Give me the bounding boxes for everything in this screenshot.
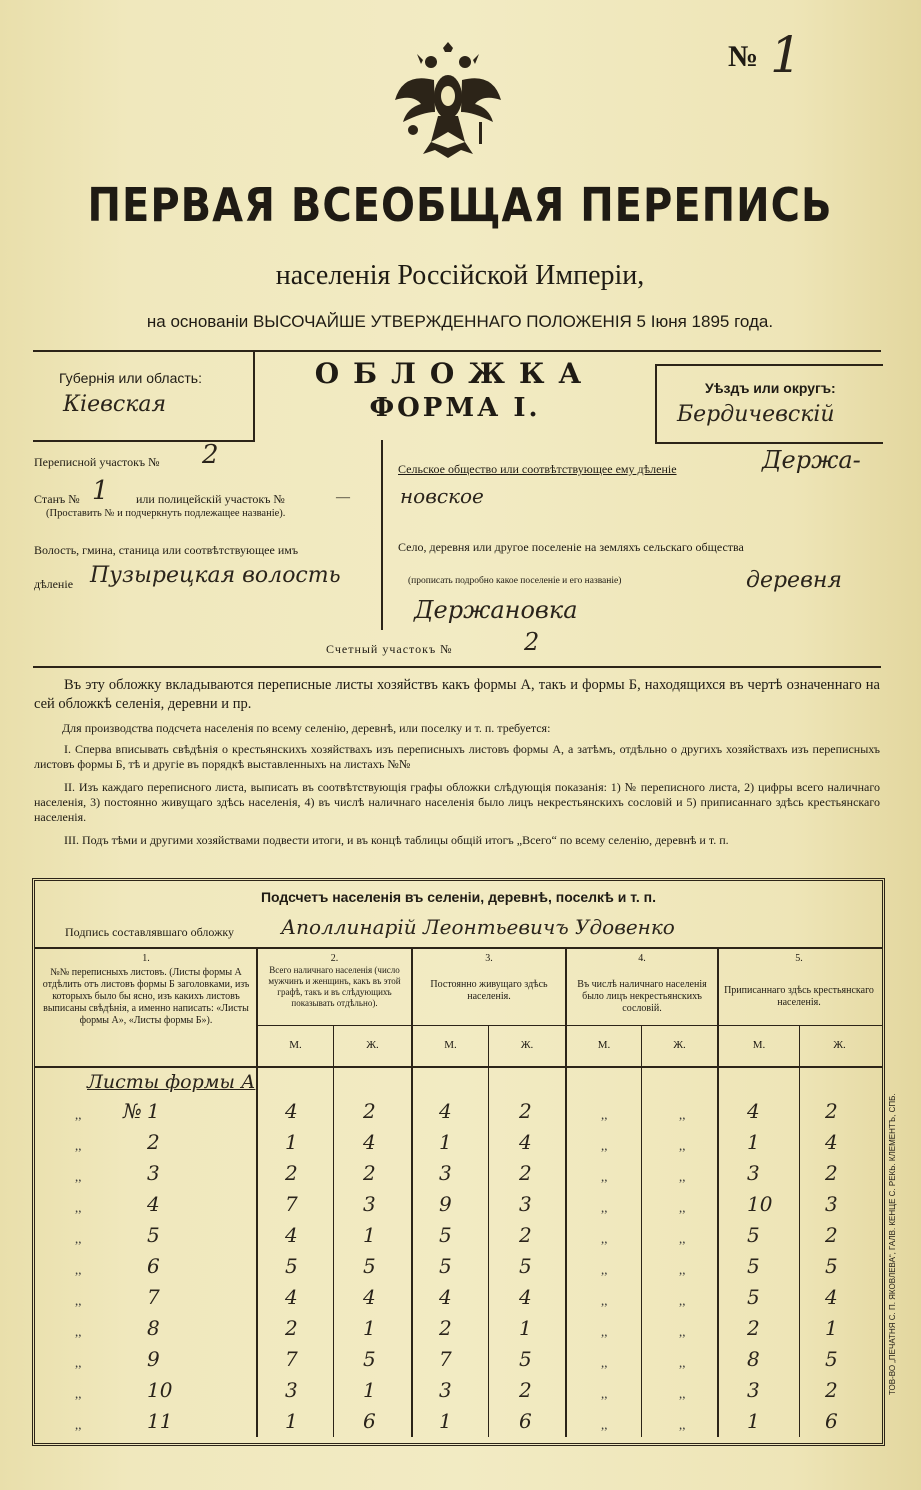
col-line-3 <box>565 947 567 1437</box>
section-label: Листы формы А <box>87 1071 256 1093</box>
col-line-3b <box>488 1025 489 1437</box>
table-header-bottom <box>35 1066 882 1068</box>
cell-c3m: 2 <box>439 1316 452 1340</box>
cell-c3m: 9 <box>439 1192 452 1216</box>
cell-c2f: 6 <box>363 1409 376 1433</box>
cell-c3f: 5 <box>519 1347 532 1371</box>
cell-c4m-ditto: ,, <box>601 1355 608 1370</box>
cell-c4f-ditto: ,, <box>679 1107 686 1122</box>
table-title: Подсчетъ населенія въ селеніи, деревнѣ, поселкѣ и т. п. <box>260 889 657 905</box>
cell-c4f-ditto: ,, <box>679 1231 686 1246</box>
col-line-2 <box>411 947 413 1437</box>
row-number: 8 <box>147 1316 160 1340</box>
col-4-num: 4. <box>638 953 646 964</box>
guberniya-label: Губернія или область: <box>59 370 202 386</box>
col-5-zh: Ж. <box>833 1039 846 1051</box>
row-ditto: ,, <box>75 1355 82 1370</box>
cover-form: ФОРМА І. <box>369 393 541 423</box>
cell-c2m: 1 <box>285 1130 298 1154</box>
divider-middle <box>381 440 383 630</box>
row-ditto: ,, <box>75 1138 82 1153</box>
cell-c5m: 1 <box>747 1409 760 1433</box>
cell-c3f: 2 <box>519 1161 532 1185</box>
cell-c5f: 2 <box>825 1378 838 1402</box>
cell-c5f: 2 <box>825 1099 838 1123</box>
volost-label-2: дѣленіе <box>34 577 74 591</box>
signature-value: Аполлинарій Леонтьевичъ Удовенко <box>281 915 675 939</box>
cell-c2m: 1 <box>285 1409 298 1433</box>
cell-c5f: 2 <box>825 1223 838 1247</box>
population-table <box>32 878 885 1446</box>
cell-c5m: 3 <box>747 1161 760 1185</box>
instructions-p0: Для производства подсчета населенія по всему селенію, деревнѣ, или поселку и т. п. требуется: <box>62 721 551 735</box>
col-3-num: 3. <box>485 953 493 964</box>
cell-c4f-ditto: ,, <box>679 1386 686 1401</box>
cell-c3f: 2 <box>519 1223 532 1247</box>
row-ditto: ,, <box>75 1107 82 1122</box>
stan-value: 1 <box>92 476 109 506</box>
cell-c4f-ditto: ,, <box>679 1262 686 1277</box>
cell-c2m: 3 <box>285 1378 298 1402</box>
cell-c4f-ditto: ,, <box>679 1324 686 1339</box>
row-number: 4 <box>147 1192 160 1216</box>
cell-c5m: 5 <box>747 1223 760 1247</box>
cell-c4m-ditto: ,, <box>601 1169 608 1184</box>
uezd-value: Бердичевскій <box>677 402 835 427</box>
cell-c4f-ditto: ,, <box>679 1138 686 1153</box>
cell-c5f: 1 <box>825 1316 838 1340</box>
cell-c2m: 7 <box>285 1192 298 1216</box>
society-value: Держа- <box>762 446 861 474</box>
village-name: Держановка <box>414 596 578 624</box>
cell-c2m: 7 <box>285 1347 298 1371</box>
society-value-2: новское <box>400 484 484 508</box>
cell-c5f: 5 <box>825 1347 838 1371</box>
cell-c5m: 2 <box>747 1316 760 1340</box>
cell-c2f: 5 <box>363 1254 376 1278</box>
col-2-zh: Ж. <box>366 1039 379 1051</box>
cell-c2f: 3 <box>363 1192 376 1216</box>
cell-c2f: 1 <box>363 1316 376 1340</box>
stan-note: (Проставить № и подчеркнуть подлежащее названіе). <box>46 508 286 519</box>
row-number: 7 <box>147 1285 160 1309</box>
row-number: 6 <box>147 1254 160 1278</box>
cell-c4f-ditto: ,, <box>679 1293 686 1308</box>
cell-c2m: 2 <box>285 1161 298 1185</box>
cell-c3f: 4 <box>519 1285 532 1309</box>
cell-c4m-ditto: ,, <box>601 1262 608 1277</box>
row-ditto: ,, <box>75 1231 82 1246</box>
society-label: Сельское общество или соотвѣтствующее ему дѣленіе <box>398 462 677 476</box>
cell-c4m-ditto: ,, <box>601 1231 608 1246</box>
cell-c2m: 2 <box>285 1316 298 1340</box>
col-5-m: М. <box>752 1039 766 1051</box>
cell-c3f: 1 <box>519 1316 532 1340</box>
form-number-value: 1 <box>770 26 802 84</box>
cell-c3m: 4 <box>439 1099 452 1123</box>
col-4-zh: Ж. <box>673 1039 686 1051</box>
col-2-num: 2. <box>330 953 339 964</box>
cover-title: ОБЛОЖКА <box>314 357 596 390</box>
instructions-p3: III. Подъ тѣми и другими хозяйствами подвести итоги, и въ концѣ таблицы общій итогъ „Всего“ по всему селенію, деревнѣ и т. п. <box>64 833 729 847</box>
col-2-header: Всего наличнаго населенія (число мужчинъ и женщинъ, какъ въ этой графѣ, такъ и въ слѣдующихъ показывать отдѣльно). <box>268 965 401 1008</box>
cell-c5f: 4 <box>825 1130 838 1154</box>
cell-c2f: 2 <box>363 1161 376 1185</box>
page-subtitle: населенія Россійской Имперіи, <box>275 260 645 291</box>
cell-c4m-ditto: ,, <box>601 1417 608 1432</box>
cell-c5f: 3 <box>825 1192 838 1216</box>
cell-c4m-ditto: ,, <box>601 1138 608 1153</box>
cell-c3m: 3 <box>439 1161 452 1185</box>
legal-basis: на основаніи ВЫСОЧАЙШЕ УТВЕРЖДЕННАГО ПОЛОЖЕНІЯ 5 Іюня 1895 года. <box>146 312 774 331</box>
village-note: (прописать подробно какое поселеніе и его названіе) <box>408 576 622 586</box>
col-line-2b <box>333 1025 334 1437</box>
row-number: 9 <box>147 1347 160 1371</box>
row-ditto: ,, <box>75 1169 82 1184</box>
cell-c4f-ditto: ,, <box>679 1417 686 1432</box>
cell-c2f: 4 <box>363 1285 376 1309</box>
row-ditto: ,, <box>75 1200 82 1215</box>
cell-c3f: 2 <box>519 1378 532 1402</box>
cell-c5f: 2 <box>825 1161 838 1185</box>
col-4-m: М. <box>597 1039 611 1051</box>
printer-note: ТОВ-ВО „ПЕЧАТНЯ С. П. ЯКОВЛЕВА“, ГАЛВ. КЕНЦЕ С. РЕКЬ. КЛЕМЕНТЪ, СПБ. <box>888 1093 897 1395</box>
cell-c3m: 1 <box>439 1130 452 1154</box>
row-ditto: ,, <box>75 1293 82 1308</box>
cell-c5f: 5 <box>825 1254 838 1278</box>
form-number-label: № <box>728 40 759 73</box>
cell-c4m-ditto: ,, <box>601 1386 608 1401</box>
cell-c3f: 5 <box>519 1254 532 1278</box>
instructions-p1: I. Сперва вписывать свѣдѣнія о крестьянскихъ хозяйствахъ изъ переписныхъ листовъ формы А, а затѣмъ, отдѣльно о другихъ хозяйствахъ изъ переписныхъ листовъ формы Б, тѣ и другіе въ порядкѣ выставленныхъ на листахъ №№ <box>34 742 880 771</box>
row-number: 11 <box>147 1409 173 1433</box>
cell-c4m-ditto: ,, <box>601 1107 608 1122</box>
row-ditto: ,, <box>75 1417 82 1432</box>
cell-c5m: 4 <box>747 1099 760 1123</box>
stan-label: Станъ № <box>34 492 80 506</box>
col-3-header: Постоянно живущаго здѣсь населенія. <box>430 979 548 1002</box>
cell-c3m: 5 <box>439 1223 452 1247</box>
cell-c2f: 1 <box>363 1223 376 1247</box>
guberniya-box <box>33 352 255 442</box>
cell-c3f: 3 <box>519 1192 532 1216</box>
cell-c5m: 8 <box>747 1347 760 1371</box>
cell-c2f: 2 <box>363 1099 376 1123</box>
schetny-label: Счетный участокъ № <box>326 642 453 656</box>
cell-c4m-ditto: ,, <box>601 1293 608 1308</box>
cell-c4f-ditto: ,, <box>679 1169 686 1184</box>
cell-c3f: 2 <box>519 1099 532 1123</box>
cell-c4f-ditto: ,, <box>679 1200 686 1215</box>
volost-label: Волость, гмина, станица или соотвѣтствующее имъ <box>34 543 299 557</box>
row-number-prefix: № <box>123 1099 142 1123</box>
uezd-label: Уѣздъ или округъ: <box>705 380 836 396</box>
cell-c5m: 5 <box>747 1285 760 1309</box>
cell-c5m: 5 <box>747 1254 760 1278</box>
col-line-1 <box>256 947 258 1437</box>
village-label: Село, деревня или другое поселеніе на земляхъ сельскаго общества <box>398 540 744 554</box>
cell-c3f: 6 <box>519 1409 532 1433</box>
row-number: 10 <box>147 1378 173 1402</box>
divider-instructions <box>33 666 881 668</box>
cell-c5m: 3 <box>747 1378 760 1402</box>
uchastok-label: Переписной участокъ № <box>34 455 160 469</box>
row-number: 1 <box>147 1099 160 1123</box>
row-ditto: ,, <box>75 1262 82 1277</box>
cell-c3m: 4 <box>439 1285 452 1309</box>
schetny-value: 2 <box>524 628 540 656</box>
cell-c5f: 6 <box>825 1409 838 1433</box>
cell-c3m: 5 <box>439 1254 452 1278</box>
imperial-eagle-emblem <box>393 42 503 160</box>
cell-c5m: 1 <box>747 1130 760 1154</box>
col-3-zh: Ж. <box>520 1039 534 1051</box>
col-line-4b <box>641 1025 642 1437</box>
cell-c3f: 4 <box>519 1130 532 1154</box>
cell-c5m: 10 <box>747 1192 773 1216</box>
guberniya-value: Кіевская <box>63 392 167 417</box>
col-1-num: 1. <box>142 953 150 964</box>
cell-c4m-ditto: ,, <box>601 1200 608 1215</box>
row-number: 2 <box>147 1130 160 1154</box>
col-line-5b <box>799 1025 800 1437</box>
cell-c4f-ditto: ,, <box>679 1355 686 1370</box>
signature-label: Подпись составлявшаго обложку <box>65 925 235 939</box>
cell-c2m: 4 <box>285 1099 298 1123</box>
police-label: или полицейскій участокъ № <box>136 492 285 506</box>
col-5-num: 5. <box>795 953 803 964</box>
cell-c2f: 1 <box>363 1378 376 1402</box>
uchastok-value: 2 <box>202 440 219 470</box>
cell-c2m: 5 <box>285 1254 298 1278</box>
row-number: 3 <box>147 1161 160 1185</box>
cell-c4m-ditto: ,, <box>601 1324 608 1339</box>
col-3-m: М. <box>444 1039 457 1051</box>
instructions-p2: II. Изъ каждаго переписного листа, выписать въ соотвѣтствующія графы обложки слѣдующія показанія: 1) № переписного листа, 2) цифры всего наличнаго населенія, 3) постоянно живущаго здѣсь населенія, 4) въ числѣ наличнаго населенія было лицъ некрестьянскихъ сословій и 5) приписаннаго здѣсь крестьянскаго населенія. <box>34 780 880 824</box>
mz-divider <box>256 1025 882 1026</box>
village-type: деревня <box>746 568 842 593</box>
cell-c2f: 5 <box>363 1347 376 1371</box>
cell-c2m: 4 <box>285 1285 298 1309</box>
col-5-header: Приписаннаго здѣсь крестьянскаго населенія. <box>724 985 874 1008</box>
row-ditto: ,, <box>75 1386 82 1401</box>
row-number: 5 <box>147 1223 160 1247</box>
cell-c2m: 4 <box>285 1223 298 1247</box>
cell-c2f: 4 <box>363 1130 376 1154</box>
row-ditto: ,, <box>75 1324 82 1339</box>
col-line-4 <box>717 947 719 1437</box>
col-4-header: Въ числѣ наличнаго населенія было лицъ некрестьянскихъ сословій. <box>577 979 707 1014</box>
page-title: ПЕРВАЯ ВСЕОБЩАЯ ПЕРЕПИСЬ <box>87 179 833 233</box>
table-header-top <box>35 947 882 949</box>
instructions-intro: Въ эту обложку вкладываются переписные листы хозяйствъ какъ формы А, такъ и формы Б, находящихся въ чертѣ означеннаго на сей обложкѣ селенія, деревни и пр. <box>34 677 880 712</box>
cell-c3m: 3 <box>439 1378 452 1402</box>
col-2-m: М. <box>289 1039 302 1051</box>
police-value: — <box>336 490 350 505</box>
cell-c3m: 7 <box>439 1347 452 1371</box>
uezd-box <box>655 364 883 444</box>
volost-value: Пузырецкая волость <box>90 563 341 588</box>
cell-c3m: 1 <box>439 1409 452 1433</box>
cell-c5f: 4 <box>825 1285 838 1309</box>
col-1-header: №№ переписныхъ листовъ. (Листы формы А отдѣлить отъ листовъ формы Б заголовками, изъ которыхъ было бы ясно, изъ какихъ листовъ выписаны свѣдѣнія, а именно написать: «Листы формы А», «Листы формы Б»). <box>42 967 250 1026</box>
